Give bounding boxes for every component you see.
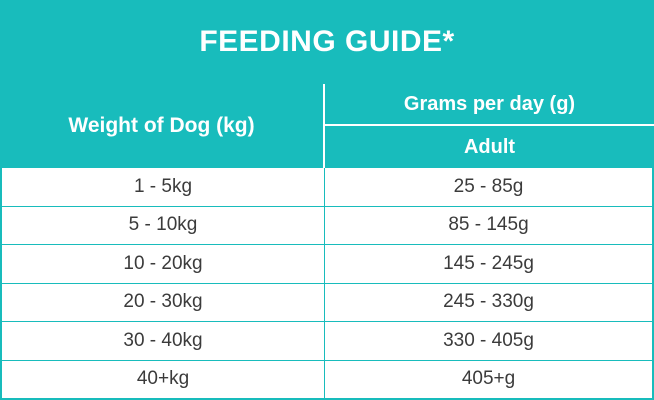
cell-weight-value: 5 - 10kg: [128, 214, 198, 236]
table-row: [2, 245, 652, 284]
cell-grams: [325, 207, 652, 245]
table-row: [2, 207, 652, 246]
cell-weight-value: 30 - 40kg: [123, 329, 203, 351]
cell-weight-value: 40+kg: [136, 368, 190, 390]
table-body: [0, 168, 654, 400]
cell-grams-value: 145 - 245g: [443, 252, 534, 274]
cell-weight: [2, 284, 325, 322]
cell-grams: [325, 322, 652, 360]
cell-weight-value: 1 - 5kg: [133, 175, 193, 197]
page-title: FEEDING GUIDE*: [199, 25, 455, 58]
cell-grams-value: 330 - 405g: [443, 329, 534, 351]
cell-weight-value: 20 - 30kg: [123, 291, 203, 313]
cell-weight: [2, 207, 325, 245]
table-row: [2, 168, 652, 207]
table-title-bar: [0, 0, 654, 84]
column-header-grams-group: [325, 84, 654, 168]
cell-weight-value: 10 - 20kg: [123, 252, 203, 274]
cell-grams-value: 405+g: [461, 368, 516, 390]
cell-weight: [2, 168, 325, 206]
cell-grams-value: 85 - 145g: [448, 214, 529, 236]
table-row: [2, 361, 652, 399]
cell-weight: [2, 245, 325, 283]
column-subheader-adult: [325, 126, 654, 168]
column-header-weight: [0, 84, 325, 168]
table-row: [2, 284, 652, 323]
table-header-row: [0, 84, 654, 168]
table-row: [2, 322, 652, 361]
cell-grams-value: 25 - 85g: [453, 175, 524, 197]
cell-grams: [325, 168, 652, 206]
cell-grams-value: 245 - 330g: [443, 291, 534, 313]
cell-grams: [325, 245, 652, 283]
cell-weight: [2, 361, 325, 399]
column-subheader-adult-label: Adult: [463, 135, 516, 158]
column-header-grams: [325, 84, 654, 126]
column-header-grams-label: Grams per day (g): [403, 92, 576, 115]
cell-grams: [325, 361, 652, 399]
cell-grams: [325, 284, 652, 322]
column-header-weight-label: Weight of Dog (kg): [68, 114, 255, 137]
cell-weight: [2, 322, 325, 360]
